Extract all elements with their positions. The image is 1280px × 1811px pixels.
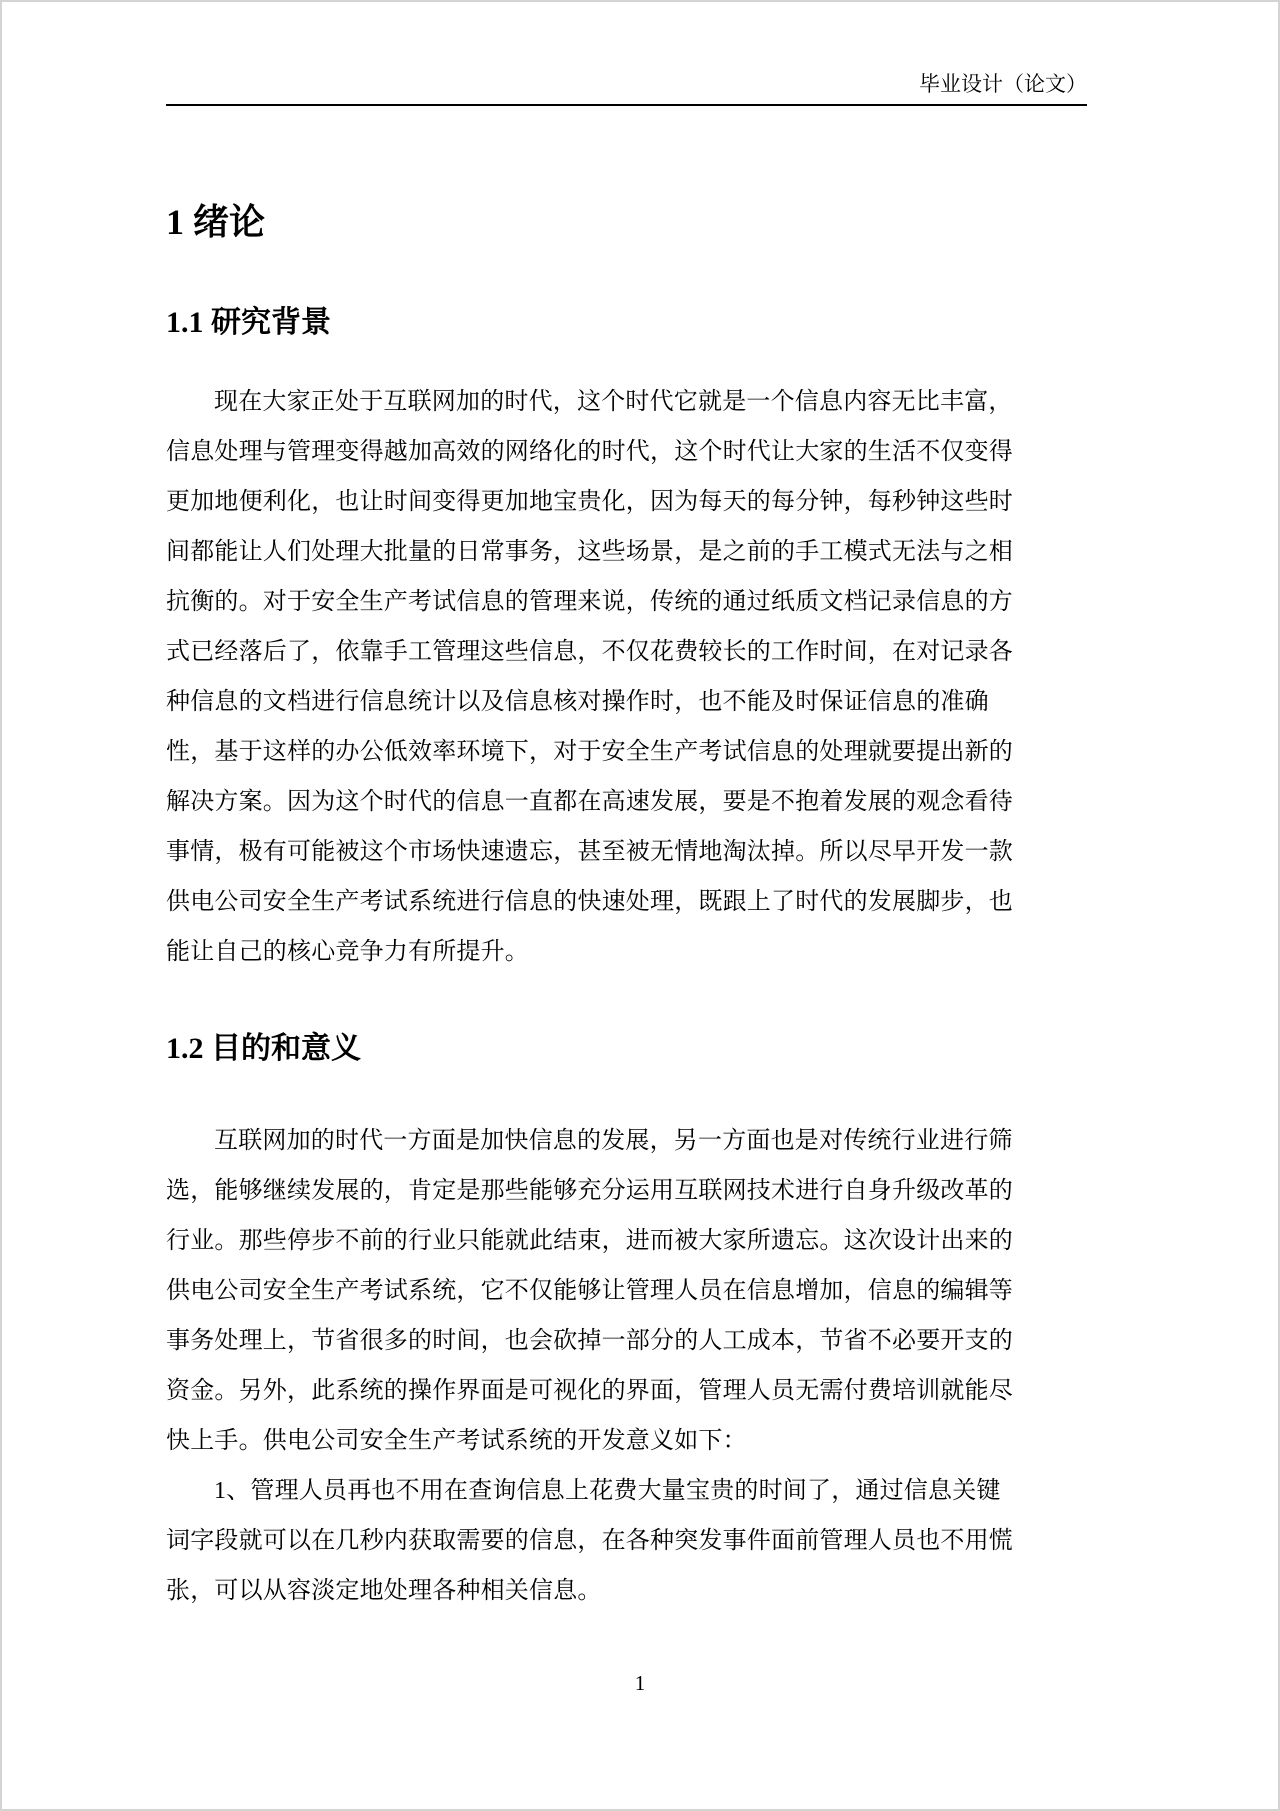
text-line: 快上手。供电公司安全生产考试系统的开发意义如下： [166, 1428, 747, 1454]
text-line: 资金。另外，此系统的操作界面是可视化的界面，管理人员无需付费培训就能尽 [166, 1378, 1013, 1404]
text-line: 选，能够继续发展的，肯定是那些能够充分运用互联网技术进行自身升级改革的 [166, 1178, 1013, 1204]
text-line: 种信息的文档进行信息统计以及信息核对操作时，也不能及时保证信息的准确 [166, 689, 989, 715]
text-line: 互联网加的时代一方面是加快信息的发展，另一方面也是对传统行业进行筛 [214, 1128, 1013, 1154]
header-title: 毕业设计（论文） [919, 72, 1087, 96]
text-line: 词字段就可以在几秒内获取需要的信息，在各种突发事件面前管理人员也不用慌 [166, 1528, 1013, 1554]
text-line: 供电公司安全生产考试系统，它不仅能够让管理人员在信息增加，信息的编辑等 [166, 1278, 1013, 1304]
text-line: 现在大家正处于互联网加的时代，这个时代它就是一个信息内容无比丰富， [214, 389, 1013, 415]
text-line: 抗衡的。对于安全生产考试信息的管理来说，传统的通过纸质文档记录信息的方 [166, 589, 1013, 615]
text-line: 能让自己的核心竞争力有所提升。 [166, 939, 529, 965]
paragraph-list-item-1 [166, 1466, 1102, 1616]
text-line: 张，可以从容淡定地处理各种相关信息。 [166, 1578, 602, 1604]
text-line: 事务处理上，节省很多的时间，也会砍掉一部分的人工成本，节省不必要开支的 [166, 1328, 1013, 1354]
page-number: 1 [634, 1671, 646, 1695]
text-line: 行业。那些停步不前的行业只能就此结束，进而被大家所遗忘。这次设计出来的 [166, 1228, 1013, 1254]
page-header [166, 2, 1087, 106]
text-line: 更加地便利化，也让时间变得更加地宝贵化，因为每天的每分钟，每秒钟这些时 [166, 489, 1013, 515]
paragraph-purpose-significance [166, 1116, 1102, 1466]
text-line: 供电公司安全生产考试系统进行信息的快速处理，既跟上了时代的发展脚步，也 [166, 889, 1013, 915]
text-line: 解决方案。因为这个时代的信息一直都在高速发展，要是不抱着发展的观念看待 [166, 789, 1013, 815]
section-heading-1-1: 1.1 研究背景 [166, 306, 331, 339]
text-line: 性，基于这样的办公低效率环境下，对于安全生产考试信息的处理就要提出新的 [166, 739, 1013, 765]
text-line: 事情，极有可能被这个市场快速遗忘，甚至被无情地淘汰掉。所以尽早开发一款 [166, 839, 1013, 865]
text-line: 间都能让人们处理大批量的日常事务，这些场景，是之前的手工模式无法与之相 [166, 539, 1013, 565]
text-line: 1、管理人员再也不用在查询信息上花费大量宝贵的时间了，通过信息关键 [214, 1478, 1001, 1504]
text-line: 信息处理与管理变得越加高效的网络化的时代，这个时代让大家的生活不仅变得 [166, 439, 1013, 465]
chapter-heading: 1 绪论 [166, 202, 266, 242]
section-heading-1-2: 1.2 目的和意义 [166, 1032, 361, 1065]
text-line: 式已经落后了，依靠手工管理这些信息，不仅花费较长的工作时间，在对记录各 [166, 639, 1013, 665]
paragraph-research-background [166, 377, 1102, 977]
